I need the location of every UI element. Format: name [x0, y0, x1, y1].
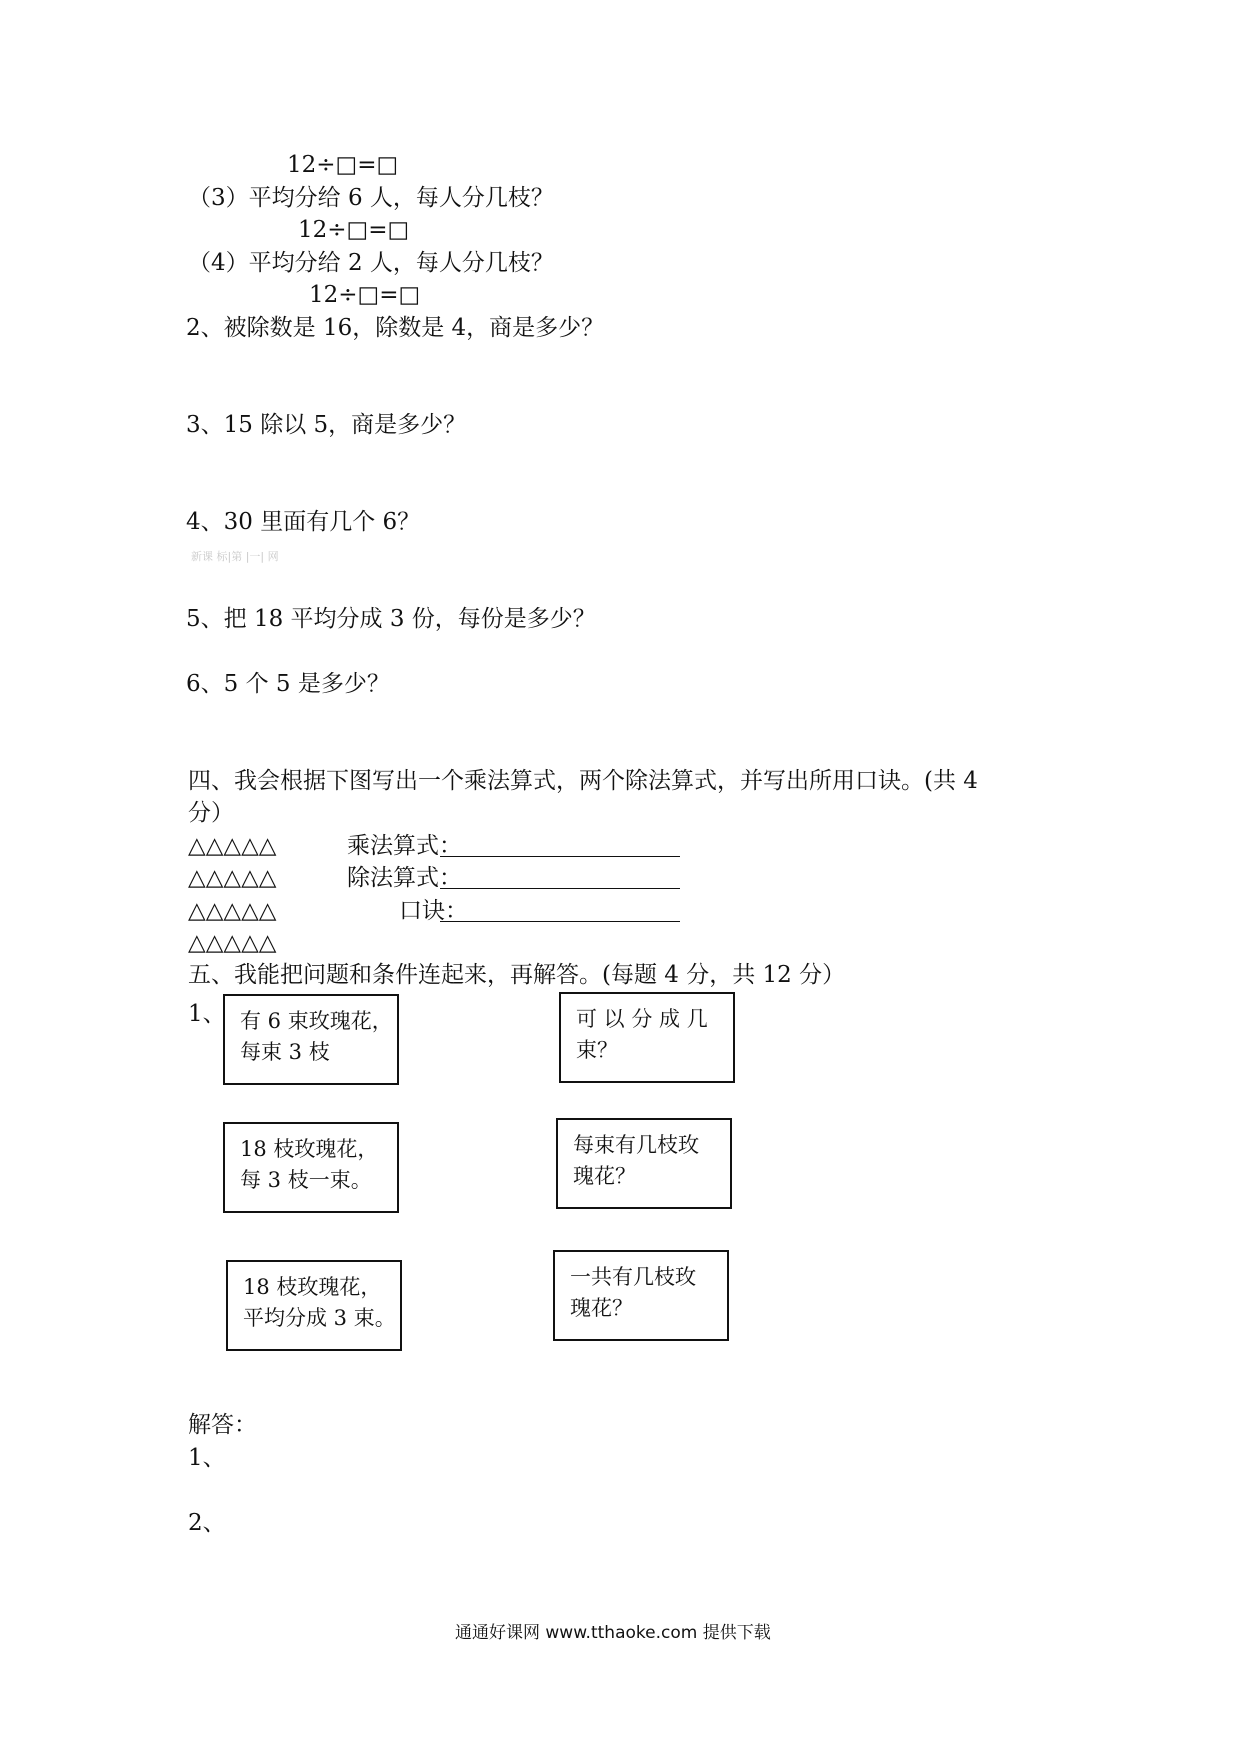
question-6: 6、5 个 5 是多少？: [186, 671, 390, 697]
division-label: 除法算式：: [347, 865, 462, 891]
condition-box-2-line-2: 每 3 枝一束。: [240, 1168, 372, 1192]
rhyme-blank-1[interactable]: [440, 921, 530, 922]
question-box-1[interactable]: [559, 992, 735, 1083]
question-box-3-line-2: 瑰花？: [570, 1296, 633, 1320]
triangle-row-2: △△△△△: [188, 865, 277, 891]
question-box-1-line-2: 束？: [576, 1038, 618, 1062]
condition-box-1[interactable]: [223, 994, 399, 1085]
multiplication-label: 乘法算式：: [347, 833, 462, 859]
question-box-3-line-1: 一共有几枝玫: [570, 1265, 696, 1289]
condition-box-2[interactable]: [223, 1122, 399, 1213]
condition-box-3-line-2: 平均分成 3 束。: [243, 1306, 396, 1330]
multiplication-blank-1[interactable]: [440, 856, 530, 857]
multiplication-blank-2[interactable]: [524, 856, 680, 857]
question-box-2-line-2: 瑰花？: [573, 1164, 636, 1188]
question-box-1-line-1: 可 以 分 成 几: [576, 1007, 708, 1031]
question-3: 3、15 除以 5，商是多少？: [186, 412, 467, 438]
section-4-title-cont: 分）: [188, 800, 234, 826]
division-blank-2[interactable]: [524, 888, 680, 889]
answer-label: 解答：: [188, 1412, 257, 1438]
rhyme-label: 口诀：: [399, 898, 468, 924]
condition-box-1-line-1: 有 6 束玫瑰花，: [240, 1009, 393, 1033]
condition-box-2-line-1: 18 枝玫瑰花，: [240, 1137, 379, 1161]
answer-2: 2、: [188, 1510, 226, 1536]
triangle-row-3: △△△△△: [188, 898, 277, 924]
section-4-title: 四、我会根据下图写出一个乘法算式，两个除法算式，并写出所用口诀。(共 4: [188, 768, 978, 794]
question-1-3: （3）平均分给 6 人，每人分几枝？: [188, 185, 554, 211]
equation-blank-b: 12÷□=□: [298, 217, 410, 243]
triangle-row-1: △△△△△: [188, 833, 277, 859]
section-5-title: 五、我能把问题和条件连起来，再解答。(每题 4 分，共 12 分）: [188, 962, 846, 988]
question-5: 5、把 18 平均分成 3 份，每份是多少？: [186, 606, 596, 632]
triangle-row-4: △△△△△: [188, 930, 277, 956]
rhyme-blank-2[interactable]: [524, 921, 680, 922]
condition-box-1-line-2: 每束 3 枝: [240, 1040, 330, 1064]
division-blank-1[interactable]: [440, 888, 530, 889]
question-4: 4、30 里面有几个 6？: [186, 509, 421, 535]
question-box-2-line-1: 每束有几枝玫: [573, 1133, 699, 1157]
page-footer: 通通好课网 www.tthaoke.com 提供下载: [455, 1623, 771, 1643]
condition-box-3-line-1: 18 枝玫瑰花，: [243, 1275, 382, 1299]
watermark-text: 新课 标|第 |一| 网: [191, 550, 279, 563]
equation-blank-c: 12÷□=□: [309, 282, 421, 308]
question-box-2[interactable]: [556, 1118, 732, 1209]
question-2: 2、被除数是 16，除数是 4，商是多少？: [186, 315, 605, 341]
answer-1: 1、: [188, 1445, 226, 1471]
condition-box-3[interactable]: [226, 1260, 402, 1351]
item-number-1: 1、: [188, 1001, 226, 1027]
question-1-4: （4）平均分给 2 人，每人分几枝？: [188, 250, 554, 276]
equation-blank-a: 12÷□=□: [287, 152, 399, 178]
question-box-3[interactable]: [553, 1250, 729, 1341]
